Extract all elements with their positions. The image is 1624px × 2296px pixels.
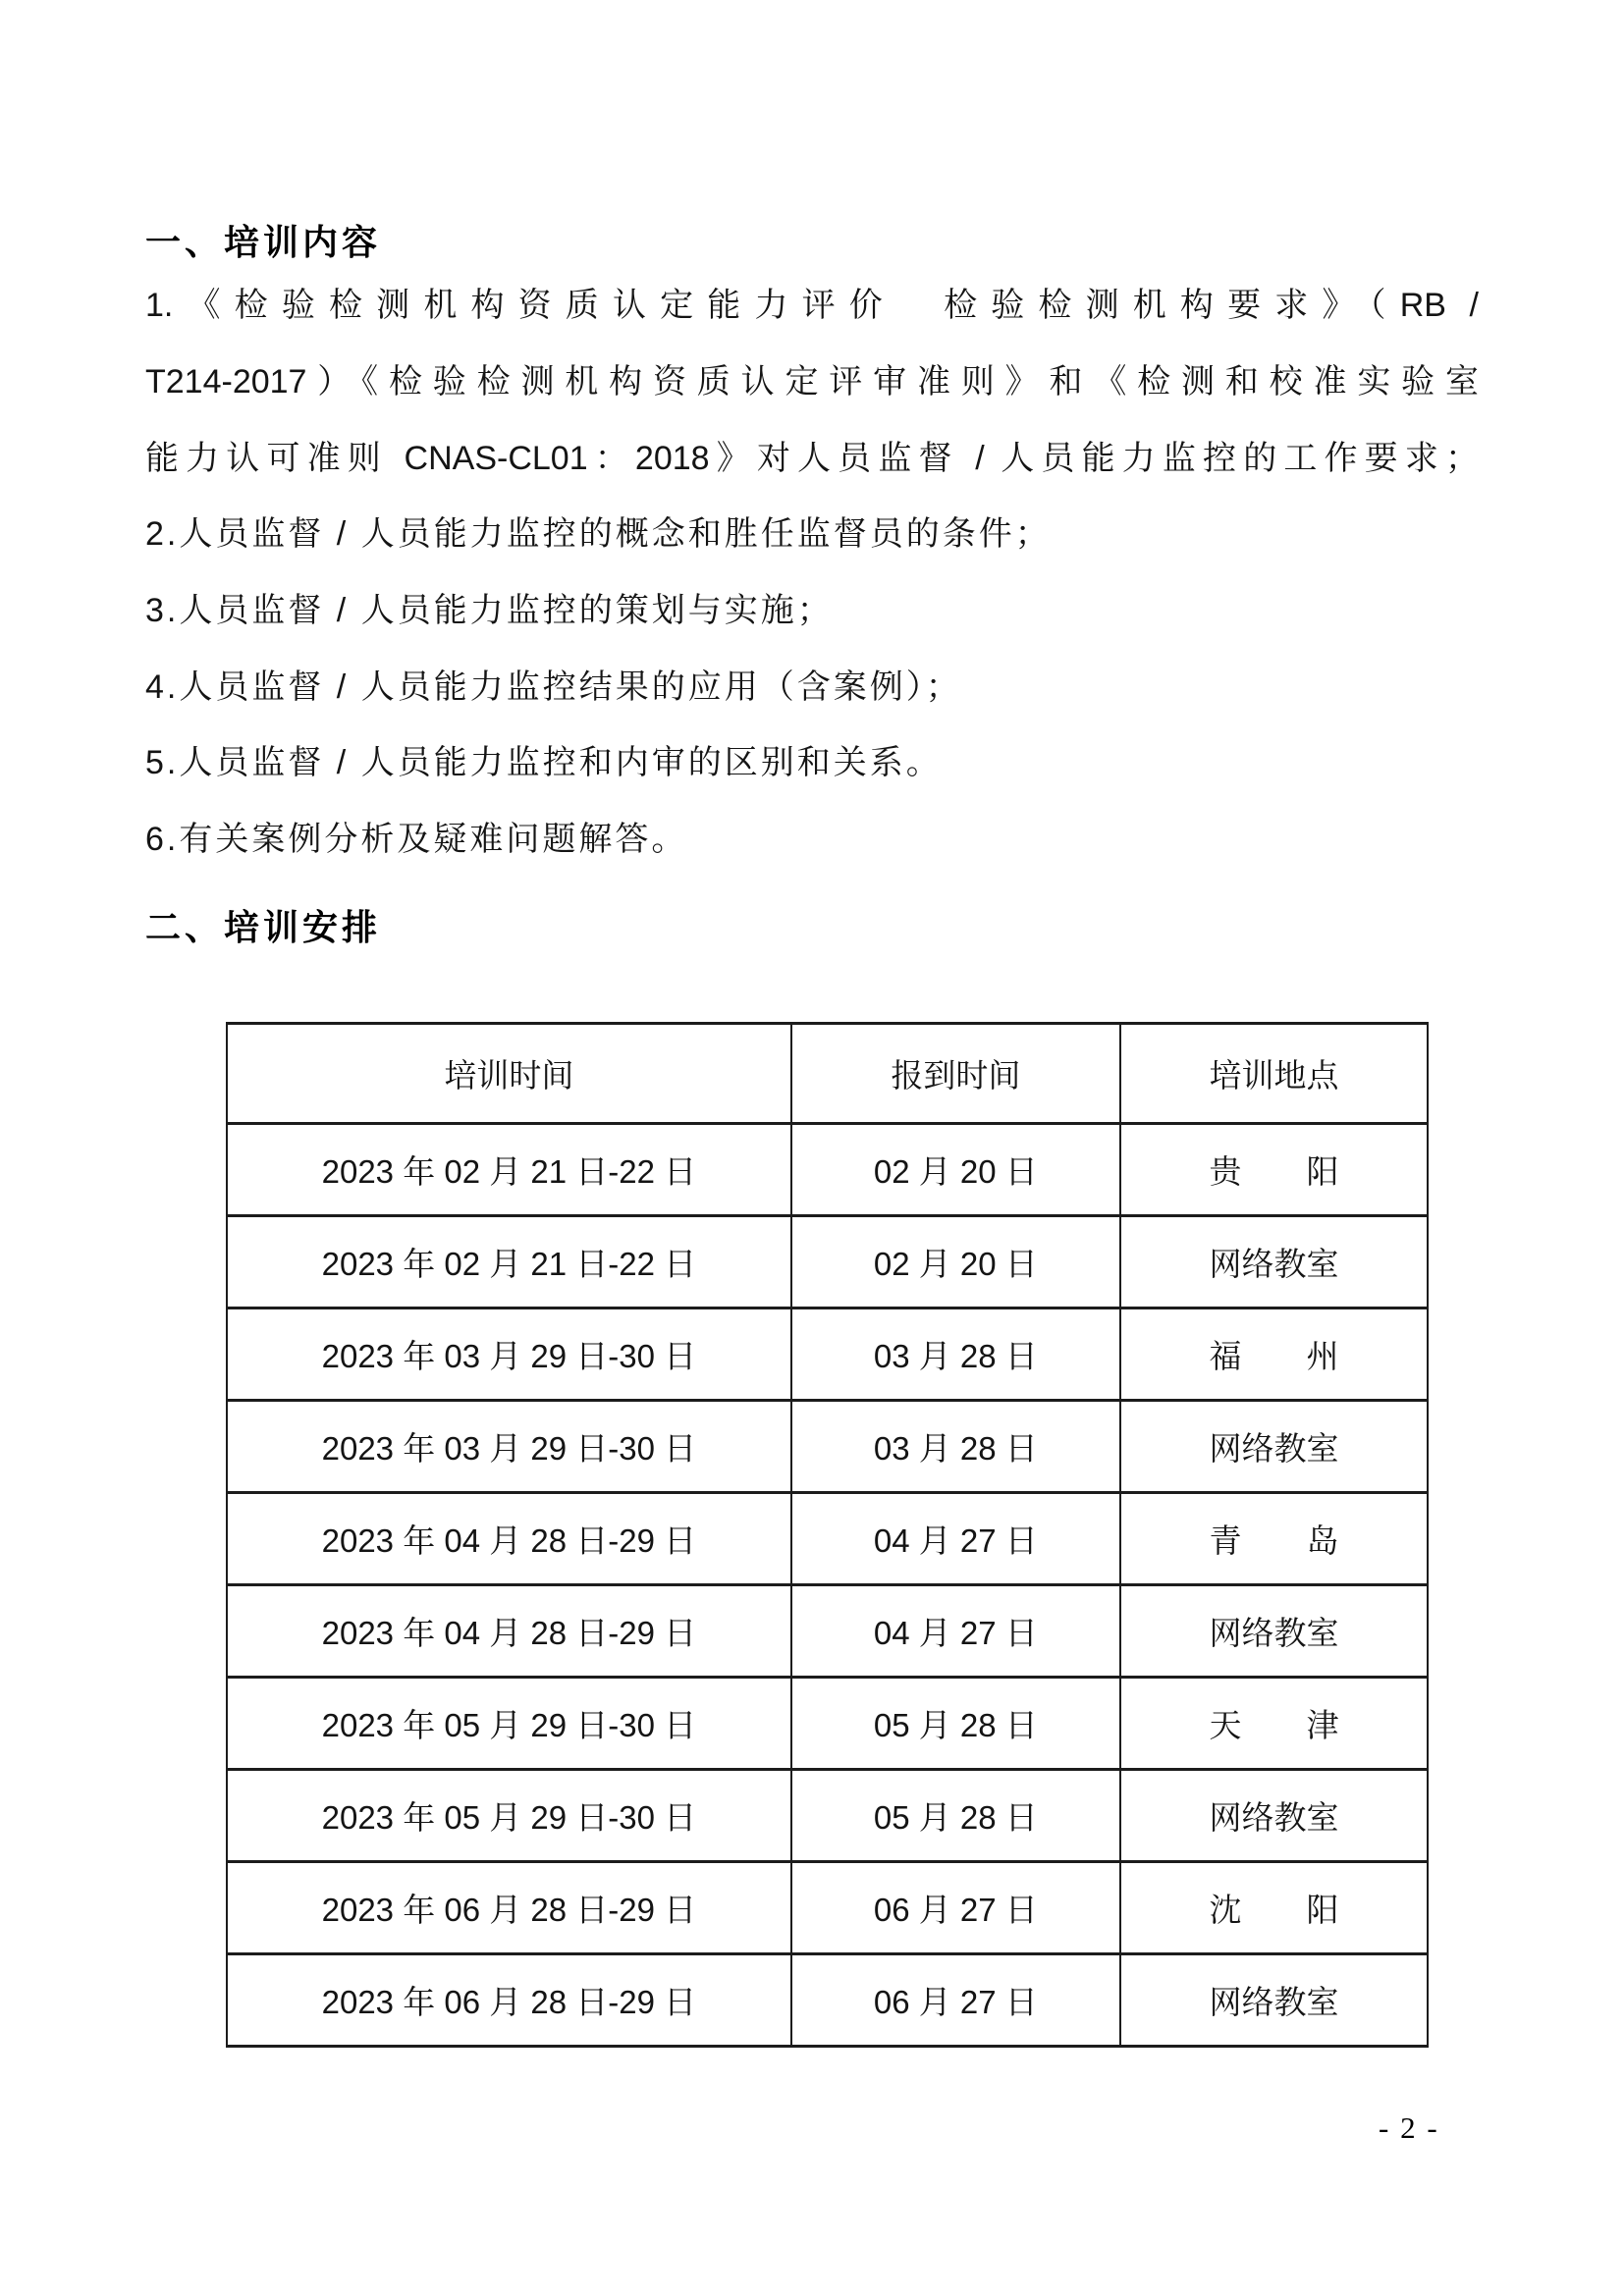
training-time-cell: 2023 年 06 月 28 日-29 日	[227, 1862, 791, 1954]
section-heading-training-schedule: 二、培训安排	[145, 907, 382, 947]
registration-time-cell: 04 月 27 日	[791, 1585, 1120, 1678]
registration-time-cell: 05 月 28 日	[791, 1770, 1120, 1862]
training-location-cell: 天 津	[1120, 1678, 1428, 1770]
table-row	[227, 1216, 1428, 1308]
registration-time-cell: 05 月 28 日	[791, 1678, 1120, 1770]
table-row	[227, 1770, 1428, 1862]
training-location-cell: 网络教室	[1120, 1954, 1428, 2047]
training-location-cell: 福 州	[1120, 1308, 1428, 1401]
paragraph-item1-line1: 1.《检验检测机构资质认定能力评价 检验检测机构要求》（RB /	[145, 287, 1479, 324]
training-schedule-table	[226, 1022, 1429, 2048]
paragraph-item5: 5.人员监督 / 人员能力监控和内审的区别和关系。	[145, 744, 943, 781]
table-row	[227, 1954, 1428, 2047]
training-location-cell: 网络教室	[1120, 1216, 1428, 1308]
training-time-cell: 2023 年 06 月 28 日-29 日	[227, 1954, 791, 2047]
training-time-cell: 2023 年 02 月 21 日-22 日	[227, 1216, 791, 1308]
training-time-cell: 2023 年 04 月 28 日-29 日	[227, 1493, 791, 1585]
column-header-training-location: 培训地点	[1120, 1024, 1428, 1124]
training-time-cell: 2023 年 02 月 21 日-22 日	[227, 1124, 791, 1216]
table-row	[227, 1862, 1428, 1954]
registration-time-cell: 03 月 28 日	[791, 1308, 1120, 1401]
table-row	[227, 1585, 1428, 1678]
training-location-cell: 网络教室	[1120, 1401, 1428, 1493]
page-number: - 2 -	[1379, 2110, 1439, 2145]
paragraph-item1-line3: 能力认可准则 CNAS-CL01：2018》对人员监督 / 人员能力监控的工作要求；	[145, 440, 1479, 477]
table-row	[227, 1493, 1428, 1585]
table-row	[227, 1401, 1428, 1493]
table-row	[227, 1678, 1428, 1770]
table-row	[227, 1308, 1428, 1401]
paragraph-item2: 2.人员监督 / 人员能力监控的概念和胜任监督员的条件；	[145, 515, 1052, 553]
registration-time-cell: 02 月 20 日	[791, 1124, 1120, 1216]
training-time-cell: 2023 年 03 月 29 日-30 日	[227, 1401, 791, 1493]
training-time-cell: 2023 年 04 月 28 日-29 日	[227, 1585, 791, 1678]
registration-time-cell: 03 月 28 日	[791, 1401, 1120, 1493]
column-header-registration-time: 报到时间	[791, 1024, 1120, 1124]
registration-time-cell: 02 月 20 日	[791, 1216, 1120, 1308]
section-heading-training-content: 一、培训内容	[145, 222, 382, 262]
training-time-cell: 2023 年 03 月 29 日-30 日	[227, 1308, 791, 1401]
table-row	[227, 1124, 1428, 1216]
training-location-cell: 网络教室	[1120, 1585, 1428, 1678]
paragraph-item3: 3.人员监督 / 人员能力监控的策划与实施；	[145, 592, 834, 629]
training-time-cell: 2023 年 05 月 29 日-30 日	[227, 1770, 791, 1862]
paragraph-item6: 6.有关案例分析及疑难问题解答。	[145, 821, 688, 858]
column-header-training-time: 培训时间	[227, 1024, 791, 1124]
training-location-cell: 沈 阳	[1120, 1862, 1428, 1954]
training-location-cell: 青 岛	[1120, 1493, 1428, 1585]
registration-time-cell: 06 月 27 日	[791, 1954, 1120, 2047]
registration-time-cell: 04 月 27 日	[791, 1493, 1120, 1585]
paragraph-item1-line2: T214-2017）《检验检测机构资质认定评审准则》和《检测和校准实验室	[145, 363, 1479, 400]
table-header-row	[227, 1024, 1428, 1124]
paragraph-item4: 4.人员监督 / 人员能力监控结果的应用（含案例）；	[145, 668, 962, 706]
training-time-cell: 2023 年 05 月 29 日-30 日	[227, 1678, 791, 1770]
training-location-cell: 网络教室	[1120, 1770, 1428, 1862]
registration-time-cell: 06 月 27 日	[791, 1862, 1120, 1954]
training-location-cell: 贵 阳	[1120, 1124, 1428, 1216]
